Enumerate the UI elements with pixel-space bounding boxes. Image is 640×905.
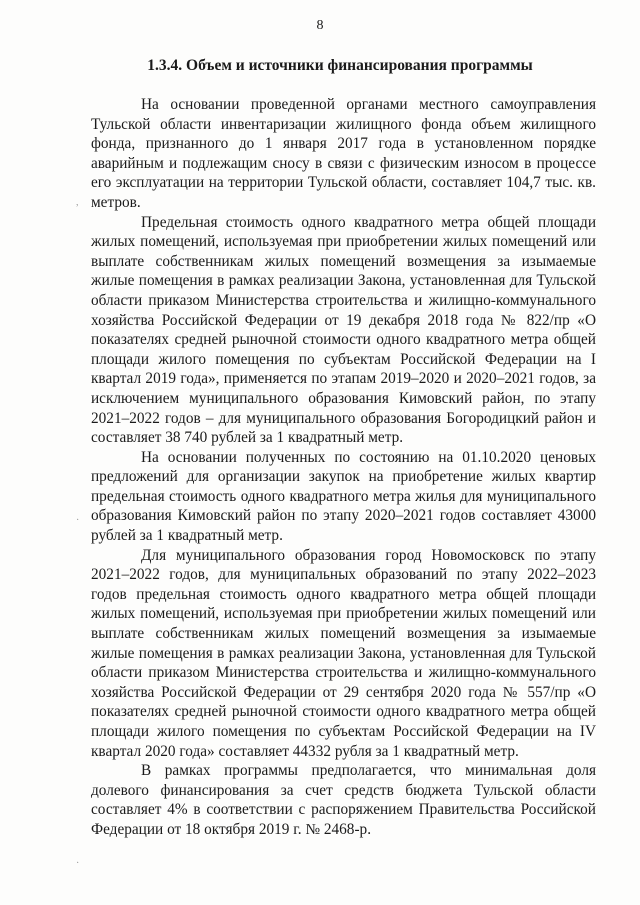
margin-tick-mark: · xyxy=(76,858,80,869)
paragraph-max-cost-2019: Предельная стоимость одного квадратного метра общей площади жилых помещений, используемая при приобретении жилых помещений или выплате собственникам жилых помещений возмещения за изымаемые жилые помещения в рамках реализации Закона, установленная для Тульской области приказом Министерства строительства и жилищно-коммунального хозяйства Российской Федерации от 19 декабря 2018 года № 822/пр «О показателях средней рыночной стоимости одного квадратного метра общей площади жилого помещения по субъектам Российской Федерации на I квартал 2019 года», применяется по этапам 2019–2020 и 2020–2021 годов, за исключением муниципального образования Кимовский район, по этапу 2021–2022 годов – для муниципального образования Богородицкий район и составляет 38 740 рублей за 1 квадратный метр. xyxy=(91,213,596,447)
section-body xyxy=(91,95,596,840)
paragraph-max-cost-2020: Для муниципального образования город Новомосковск по этапу 2021–2022 годов, для муниципальных образований по этапу 2022–2023 годов предельная стоимость одного квадратного метра общей площади жилых помещений, используемая при приобретении жилых помещений или выплате собственникам жилых помещений возмещения за изымаемые жилые помещения в рамках реализации Закона, установленная для Тульской области приказом Министерства строительства и жилищно-коммунального хозяйства Российской Федерации от 29 сентября 2020 года № 557/пр «О показателях средней рыночной стоимости одного квадратного метра общей площади жилого помещения по субъектам Российской Федерации на IV квартал 2020 года» составляет 44332 рубля за 1 квадратный метр. xyxy=(91,546,596,760)
section-heading: 1.3.4. Объем и источники финансирования программы xyxy=(147,57,533,74)
paragraph-housing-stock: На основании проведенной органами местного самоуправления Тульской области инвентаризации жилищного фонда объем жилищного фонда, признанного до 1 января 2017 года в установленном порядке аварийным и подлежащим сносу в связи с физическим износом в процессе его эксплуатации на территории Тульской области, составляет 104,7 тыс. кв. метров. xyxy=(91,96,596,211)
margin-tick-mark: , xyxy=(76,197,79,208)
margin-tick-mark: · xyxy=(76,515,80,526)
paragraph-cofinancing-share: В рамках программы предполагается, что минимальная доля долевого финансирования за счет средств бюджета Тульской области составляет 4% в соответствии с распоряжением Правительства Российской Федерации от 18 октября 2019 г. № 2468-р. xyxy=(91,762,596,838)
page-number: 8 xyxy=(316,18,324,33)
paragraph-kimovsky-cost: На основании полученных по состоянию на 01.10.2020 ценовых предложений для организации закупок на приобретение жилых квартир предельная стоимость одного квадратного метра жилья для муниципального образования Кимовский район по этапу 2020–2021 годов составляет 43000 рублей за 1 квадратный метр. xyxy=(91,448,596,545)
